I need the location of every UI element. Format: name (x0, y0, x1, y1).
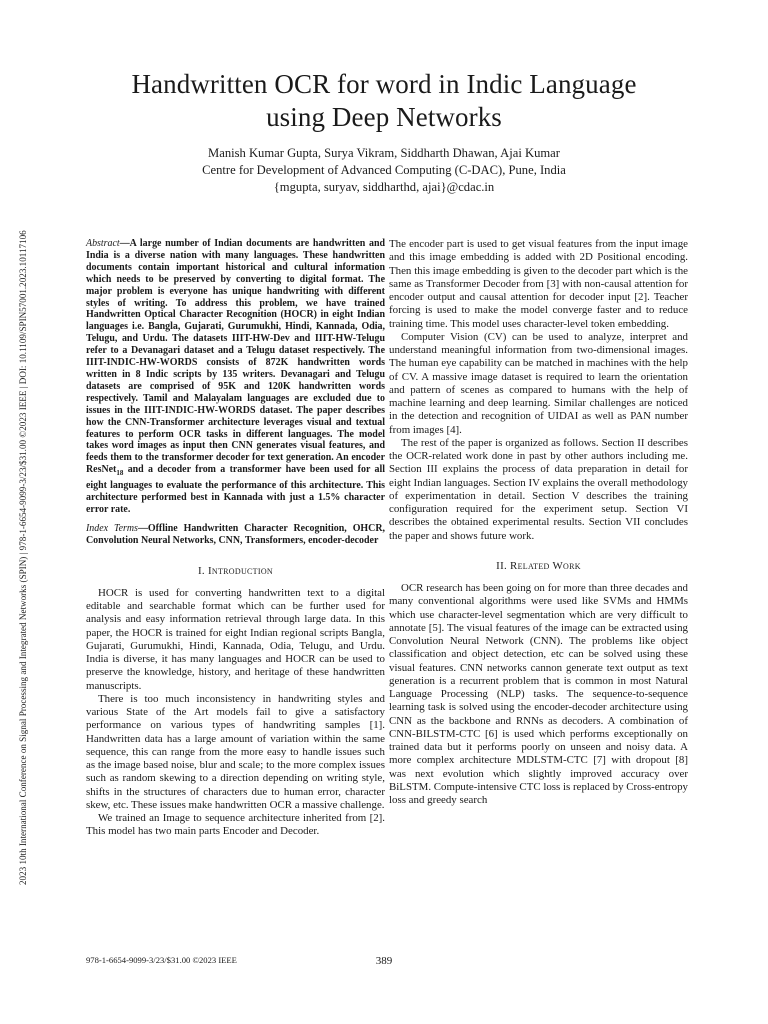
related-work-paragraph-1: OCR research has been going on for more than three decades and many conventional algorithms were used like SVMs and HMMs which use character-level segmentation which are very difficult to annotate [5]. The visual features of the image can be extracted using Convolution Neural Network (CNN). The problems like object classification and object detection, etc can be solved using these visual features. CNN networks cannon generate text output as text generation is a recurrent problem that is common in most Natural Language Processing (NLP) tasks. The sequence-to-sequence learning task is solved using the encoder-decoder architecture using CNN as the backbone and RNNs as decoders. A combination of CNN-BILSTM-CTC [6] is used which performs exceptionally on trained data but it performs poorly on unseen and noisy data. A more complex architecture MDLSTM-CTC [7] with dropout [8] was next evolution which slightly improved accuracy over BiLSTM. Compute-intensive CTC loss is replaced by Cross-entropy loss and greedy search (389, 582, 688, 806)
page-number: 389 (375, 955, 393, 967)
abstract-lead: Abstract (86, 238, 120, 249)
right-column (389, 238, 688, 807)
author-emails: {mgupta, suryav, siddharthd, ajai}@cdac.in (273, 180, 495, 194)
abstract-text-end: and a decoder from a transformer have been used for all eight languages to evaluate the performance of this architecture. This architecture performed best in Kannada with just a 1.5% character error rate. (86, 464, 385, 515)
abstract (86, 238, 385, 516)
index-terms-text: —Offline Handwritten Character Recognition, OHCR, Convolution Neural Networks, CNN, Transformers, encoder-decoder (86, 522, 385, 546)
intro-paragraph-3: We trained an Image to sequence architecture inherited from [2]. This model has two main parts Encoder and Decoder. (86, 812, 385, 838)
right-paragraph-1: The encoder part is used to get visual features from the input image and this image embedding is added with 2D Positional encoding. Then this image embedding is given to the decoder part which is the same as Transformer Decoder from [3] with non-causal attention for encoder output and causal attention for decoder input [2]. Teacher forcing is used to make the model converge faster and to reduce training time. This model uses character-level token embedding. (389, 238, 688, 330)
author-block (0, 145, 768, 196)
intro-paragraph-1: HOCR is used for converting handwritten text to a digital editable and searchable format which can be further used for analysis and easy information retrieval through large data. In this paper, the HOCR is trained for eight Indian regional scripts Bangla, Gujarati, Gurumukhi, Hindi, Kannada, Odia, Telugu, and Urdu. India is diverse, it has many languages and HOCR can be used to preserve the knowledge, history, and heritage of these handwritten manuscripts. (86, 586, 385, 692)
right-paragraph-2: Computer Vision (CV) can be used to analyze, interpret and understand meaningful information from two-dimensional images. The human eye capability can be matched in machines with the help of CV. A massive image dataset is required to learn the orientation and pattern of scenes as compared to humans with the help of machine learning and deep learning. Similar challenges are noticed in the detection and recognition of UIDAI as well as PAN number from images [4]. (389, 330, 688, 436)
author-names: Manish Kumar Gupta, Surya Vikram, Siddharth Dhawan, Ajai Kumar (208, 146, 560, 160)
footer-copyright: 978-1-6654-9099-3/23/$31.00 ©2023 IEEE (86, 955, 237, 965)
title-line-2: using Deep Networks (266, 102, 502, 132)
paper-header (0, 68, 768, 196)
section-heading-related-work: II. Related Work (496, 559, 581, 572)
intro-paragraph-2: There is too much inconsistency in handwriting styles and various State of the Art models fail to give a satisfactory performance on various types of handwriting samples [1]. Handwritten data has a large amount of variation within the same sequence, this can range from the more easy to handle issues such as the image based noise, blur and scale; to the more complex issues such as random skewing to a direction depending on writing style, shifts in the structures of characters due to human error, character skew, etc. These issues make handwritten OCR a massive challenge. (86, 692, 385, 811)
title-line-1: Handwritten OCR for word in Indic Language (131, 69, 637, 99)
doi-side-note: 2023 10th International Conference on Signal Processing and Integrated Networks (SPIN) | 978-1-6654-9099-3/23/$31.00 ©2023 IEEE | DOI: 10.1109/SPIN57001.2023.10117106 (18, 230, 28, 885)
index-terms (86, 523, 385, 547)
index-terms-lead: Index Terms (86, 522, 138, 534)
abstract-subscript: 18 (116, 469, 124, 478)
abstract-text: —A large number of Indian documents are handwritten and India is a diverse nation with many languages. These handwritten documents contain important historical and cultural information which needs to be preserved by converting to digital format. The major problem is everyone has unique handwriting with different styles of writing. To address this problem, we have trained Handwritten Optical Character Recognition (HOCR) in eight Indian languages i.e. Bangla, Gujarati, Gurumukhi, Hindi, Kannada, Odia, Telugu, and Urdu. The datasets IIIT-HW-Dev and IIIT-HW-Telugu refer to a Devanagari dataset and a Telugu dataset respectively. The IIIT-INDIC-HW-WORDS consists of 872K handwritten words written in 8 Indic scripts by 135 writers. Devanagari and Telugu datasets are comprised of 95K and 120K handwritten words respectively. Tamil and Malayalam languages are excluded due to issues in the IIIT-INDIC-HW-WORDS dataset. The paper describes how the CNN-Transformer architecture leverages visual and textual features to perform OCR tasks in different languages. The model takes word images as input then CNN generates visual features, and feeds them to the transformer decoder for text generation. An encoder ResNet (86, 238, 385, 476)
paper-title (0, 68, 768, 134)
right-paragraph-3: The rest of the paper is organized as follows. Section II describes the OCR-related work done in past by other authors including me. Section III explains the process of data preparation in detail for eight Indian languages. Section IV explains the overall methodology of experimentation in detail. Section V describes the training configuration required for the experiment setup. Section VI describes the obtained experimental results. Section VII concludes the paper and shows future work. (389, 436, 688, 542)
section-heading-introduction: I. Introduction (198, 564, 273, 577)
affiliation: Centre for Development of Advanced Computing (C-DAC), Pune, India (202, 163, 566, 177)
left-column (86, 238, 385, 839)
